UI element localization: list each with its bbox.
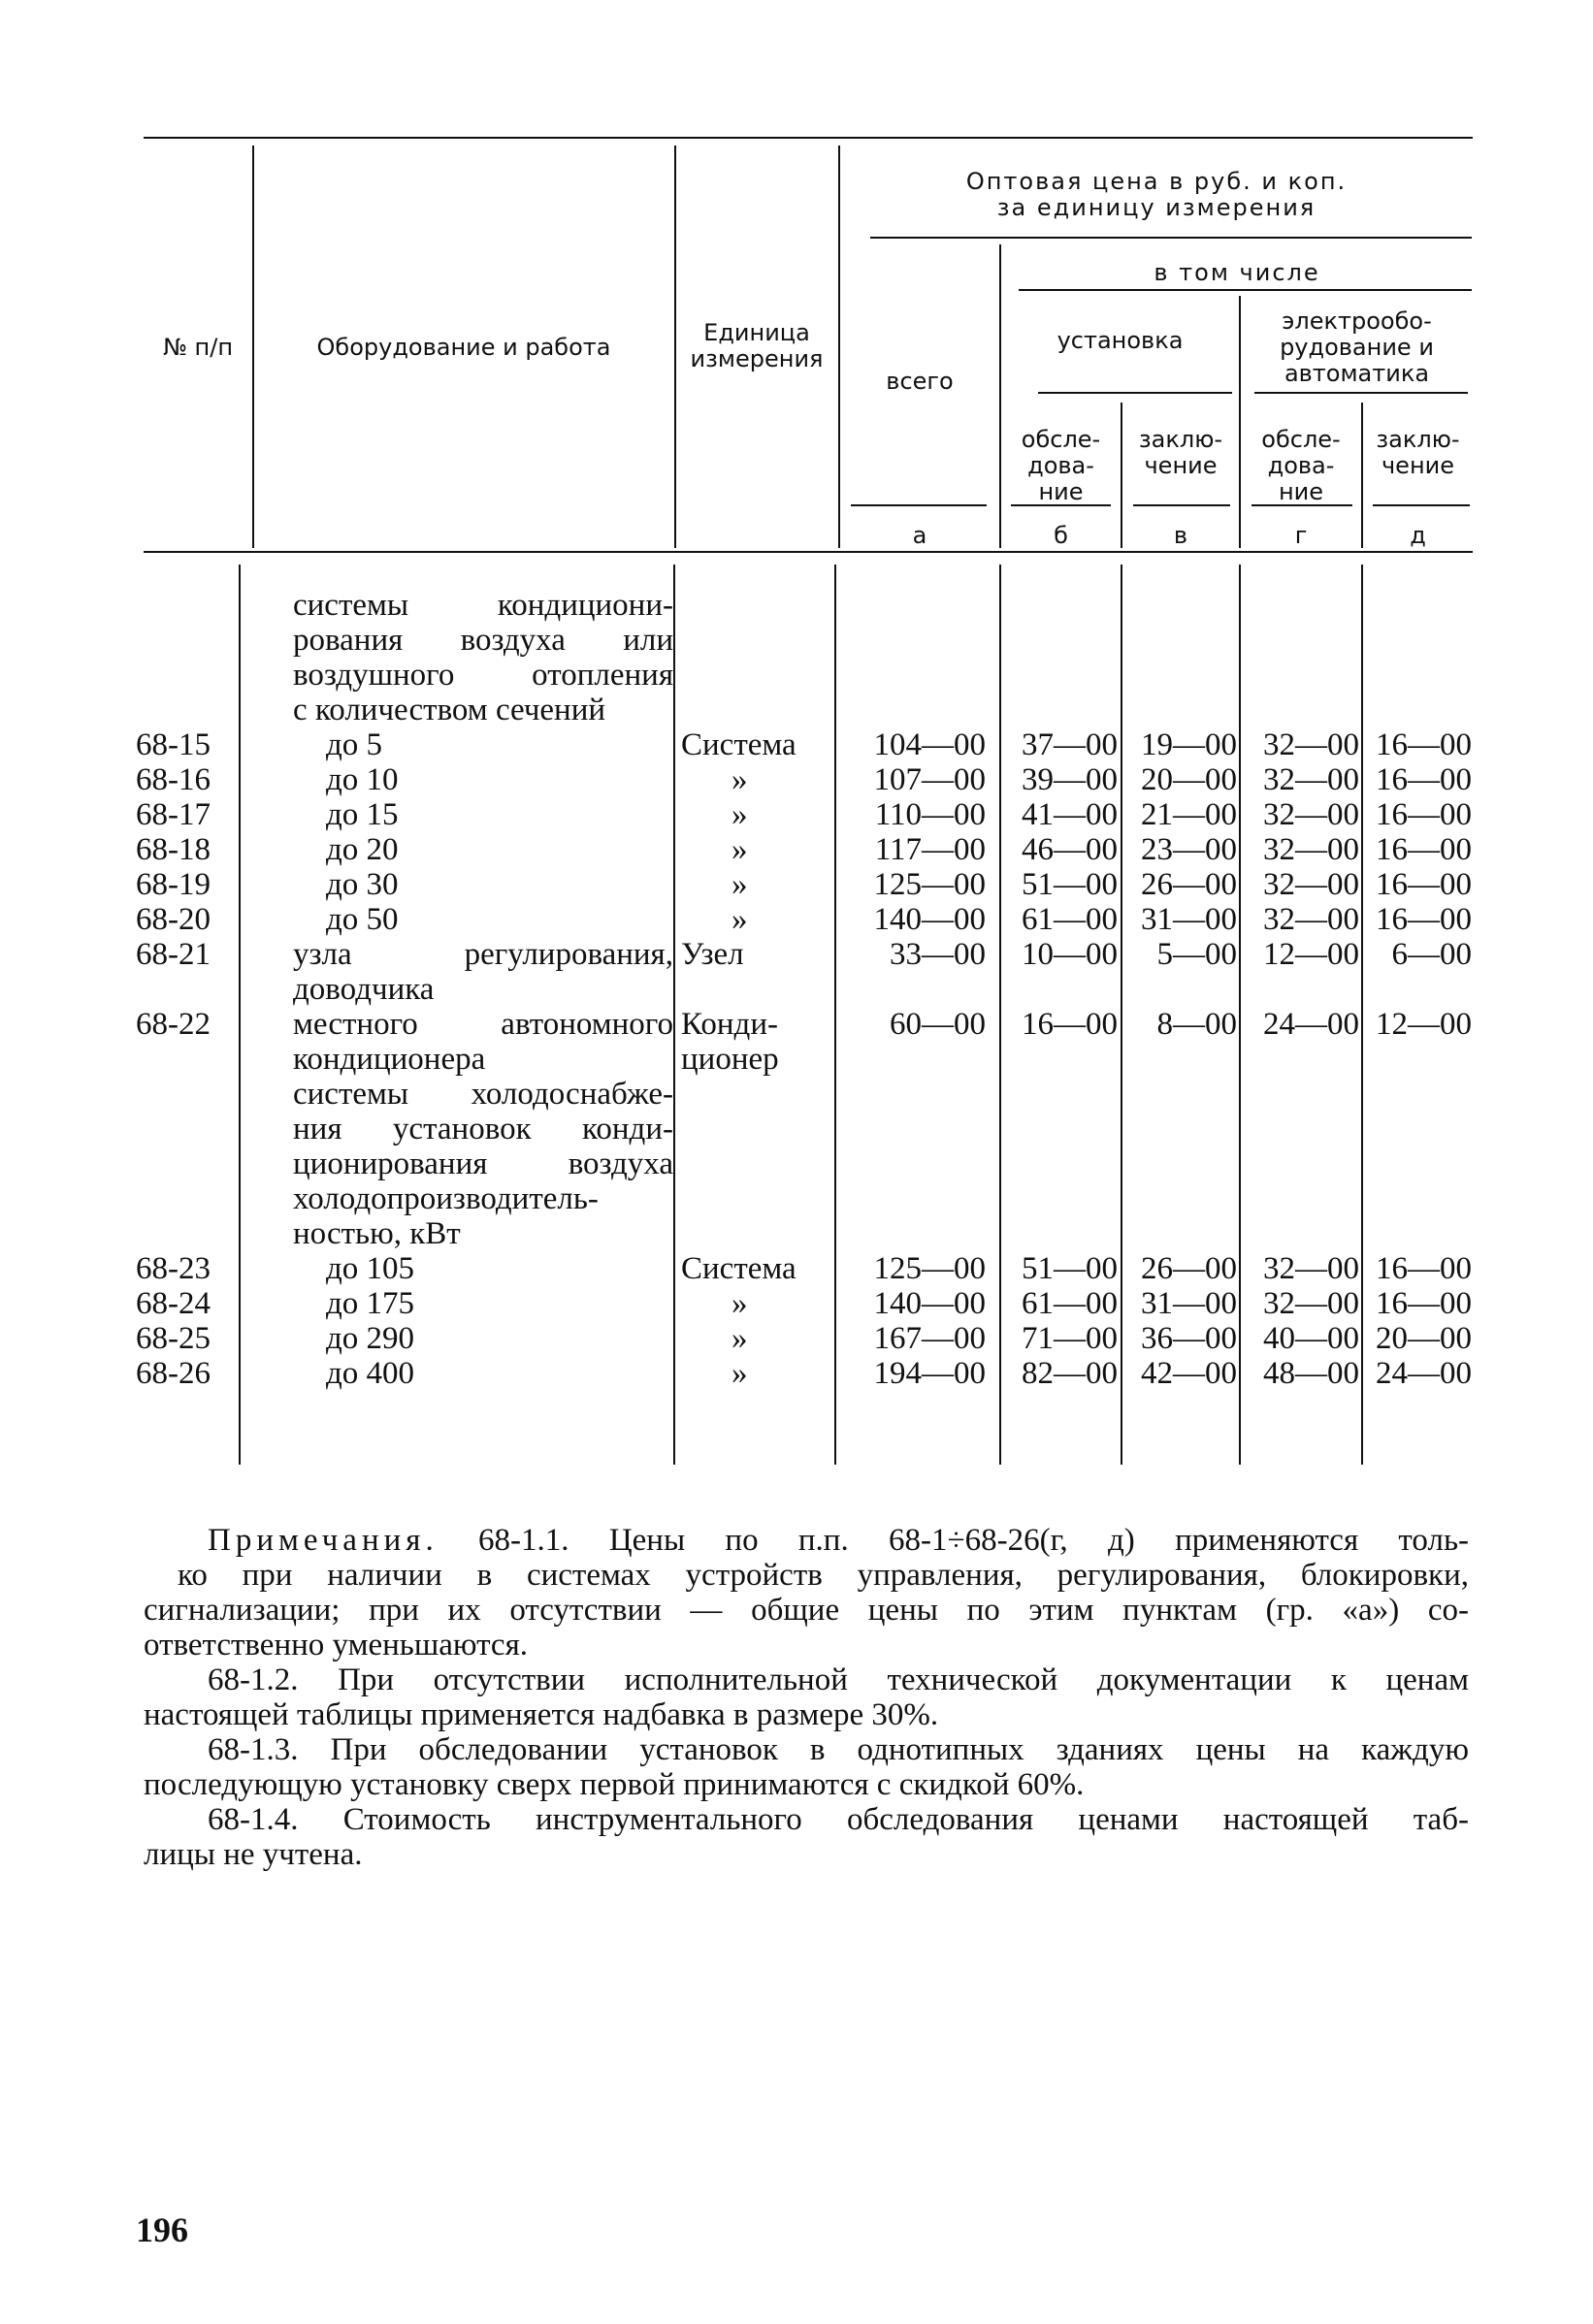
- price-electrical-survey: 24—00: [1263, 1007, 1359, 1042]
- notes: [144, 1523, 1469, 1872]
- row-number: 68-17: [136, 797, 211, 832]
- price-electrical-conclusion: 12—00: [1376, 1007, 1472, 1042]
- row-unit: »: [731, 902, 748, 937]
- header-installation: установка: [1057, 327, 1184, 354]
- row-unit: »: [731, 797, 748, 832]
- price-install-conclusion: 19—00: [1141, 727, 1237, 762]
- row-number: 68-24: [136, 1286, 211, 1321]
- price-install-survey: 16—00: [1022, 1007, 1118, 1042]
- price-install-conclusion: 5—00: [1156, 937, 1237, 972]
- price-install-conclusion: 23—00: [1141, 832, 1237, 867]
- row-number: 68-23: [136, 1251, 211, 1286]
- price-install-survey: 41—00: [1022, 797, 1118, 832]
- row-unit: »: [731, 762, 748, 797]
- letters-rule-v: [1133, 504, 1230, 506]
- electrical-rule: [1254, 392, 1468, 394]
- row-number: 68-21: [136, 937, 211, 972]
- price-total: 33—00: [890, 937, 986, 972]
- price-electrical-survey: 32—00: [1263, 1286, 1359, 1321]
- price-electrical-survey: 32—00: [1263, 727, 1359, 762]
- section-title-air-conditioning: системы кондициони- рования воздуха или воздушного отопления с количеством сечений: [293, 588, 673, 727]
- row-description: до 290: [326, 1321, 415, 1356]
- letter-d: д: [1410, 522, 1426, 549]
- price-electrical-survey: 32—00: [1263, 832, 1359, 867]
- price-install-survey: 61—00: [1022, 1286, 1118, 1321]
- price-electrical-conclusion: 20—00: [1376, 1321, 1472, 1356]
- row-description: до 175: [326, 1286, 415, 1321]
- row-description: до 20: [326, 832, 399, 867]
- price-total: 125—00: [873, 1251, 986, 1286]
- header-survey-g: обсле- дова- ние: [1261, 426, 1341, 505]
- price-electrical-survey: 32—00: [1263, 797, 1359, 832]
- price-electrical-survey: 32—00: [1263, 867, 1359, 902]
- row-description: до 400: [326, 1356, 415, 1391]
- price-total: 104—00: [873, 727, 986, 762]
- price-install-survey: 51—00: [1022, 867, 1118, 902]
- row-description: узла регулирования, доводчика: [293, 937, 673, 1007]
- price-electrical-survey: 32—00: [1263, 762, 1359, 797]
- price-electrical-conclusion: 24—00: [1376, 1356, 1472, 1391]
- row-description: местного автономного кондиционера: [293, 1007, 673, 1077]
- price-install-survey: 61—00: [1022, 902, 1118, 937]
- price-install-conclusion: 36—00: [1141, 1321, 1237, 1356]
- note-4-line-2: лицы не учтена.: [144, 1837, 363, 1872]
- row-number: 68-22: [136, 1007, 211, 1042]
- row-unit: »: [731, 1356, 748, 1391]
- price-install-survey: 39—00: [1022, 762, 1118, 797]
- note-3-line-1: 68-1.3. При обследовании установок в однотипных зданиях цены на каждую: [208, 1732, 1469, 1767]
- price-install-survey: 46—00: [1022, 832, 1118, 867]
- row-unit: »: [731, 832, 748, 867]
- note-1-line-3: сигнализации; при их отсутствии — общие цены по этим пунктам (гр. «а») со-: [144, 1593, 1469, 1628]
- row-description: до 10: [326, 762, 399, 797]
- price-electrical-conclusion: 16—00: [1376, 797, 1472, 832]
- row-number: 68-26: [136, 1356, 211, 1391]
- price-electrical-conclusion: 16—00: [1376, 1251, 1472, 1286]
- price-electrical-conclusion: 16—00: [1376, 867, 1472, 902]
- page-number: 196: [136, 2211, 188, 2249]
- letters-rule-a: [851, 504, 987, 506]
- header-unit: Единица измерения: [690, 319, 824, 372]
- price-electrical-conclusion: 16—00: [1376, 1286, 1472, 1321]
- row-number: 68-20: [136, 902, 211, 937]
- letter-v: в: [1173, 522, 1188, 549]
- row-description: до 15: [326, 797, 399, 832]
- price-electrical-survey: 12—00: [1263, 937, 1359, 972]
- row-number: 68-19: [136, 867, 211, 902]
- price-total: 125—00: [873, 867, 986, 902]
- price-install-survey: 37—00: [1022, 727, 1118, 762]
- price-total: 140—00: [873, 1286, 986, 1321]
- row-number: 68-15: [136, 727, 211, 762]
- installation-rule: [1038, 392, 1232, 394]
- price-total: 194—00: [873, 1356, 986, 1391]
- price-install-survey: 82—00: [1022, 1356, 1118, 1391]
- letter-a: а: [912, 522, 927, 549]
- price-electrical-survey: 32—00: [1263, 1251, 1359, 1286]
- row-unit: »: [731, 1321, 748, 1356]
- header-price-group: Оптовая цена в руб. и коп. за единицу измерения: [965, 168, 1348, 221]
- price-electrical-survey: 40—00: [1263, 1321, 1359, 1356]
- price-electrical-survey: 32—00: [1263, 902, 1359, 937]
- header-conclusion-v: заклю- чение: [1138, 426, 1223, 479]
- row-description: до 50: [326, 902, 399, 937]
- price-total: 117—00: [874, 832, 986, 867]
- price-total: 110—00: [874, 797, 986, 832]
- body-sep-1: [239, 565, 241, 1465]
- price-electrical-conclusion: 6—00: [1391, 937, 1472, 972]
- note-4-line-1: 68-1.4. Стоимость инструментального обследования ценами настоящей таб-: [208, 1802, 1469, 1837]
- price-total: 107—00: [873, 762, 986, 797]
- note-1-line-2: ко при наличии в системах устройств управления, регулирования, блокировки,: [178, 1558, 1469, 1593]
- price-install-conclusion: 31—00: [1141, 1286, 1237, 1321]
- price-install-conclusion: 31—00: [1141, 902, 1237, 937]
- row-unit: Конди- ционер: [681, 1007, 779, 1077]
- header-including: в том числе: [1154, 259, 1320, 286]
- note-2-line-1: 68-1.2. При отсутствии исполнительной технической документации к ценам: [208, 1662, 1469, 1697]
- price-total: 167—00: [873, 1321, 986, 1356]
- letters-rule-d: [1373, 504, 1470, 506]
- row-number: 68-18: [136, 832, 211, 867]
- price-total: 60—00: [890, 1007, 986, 1042]
- price-install-survey: 10—00: [1022, 937, 1118, 972]
- price-install-survey: 51—00: [1022, 1251, 1118, 1286]
- section-title-cooling: системы холодоснабже- ния установок конди- ционирования воздуха холодопроизводитель- ностью, кВт: [293, 1077, 673, 1251]
- price-install-conclusion: 20—00: [1141, 762, 1237, 797]
- header-electrical: электрообо- рудование и автоматика: [1280, 307, 1434, 387]
- price-install-conclusion: 26—00: [1141, 867, 1237, 902]
- price-electrical-survey: 48—00: [1263, 1356, 1359, 1391]
- price-install-survey: 71—00: [1022, 1321, 1118, 1356]
- body-sep-2: [673, 565, 675, 1465]
- price-total: 140—00: [873, 902, 986, 937]
- header-equipment: Оборудование и работа: [316, 334, 611, 361]
- header-survey-b: обсле- дова- ние: [1021, 426, 1101, 505]
- row-unit: »: [731, 867, 748, 902]
- header-num: № п/п: [162, 334, 234, 361]
- row-unit: Система: [681, 727, 796, 762]
- price-group-rule: [870, 237, 1472, 239]
- price-electrical-conclusion: 16—00: [1376, 727, 1472, 762]
- row-description: до 5: [326, 727, 383, 762]
- note-3-line-2: последующую установку сверх первой принимаются с скидкой 60%.: [144, 1767, 1085, 1802]
- price-install-conclusion: 21—00: [1141, 797, 1237, 832]
- table-top-rule: [144, 137, 1473, 139]
- including-rule: [1019, 289, 1472, 291]
- letter-g: г: [1294, 522, 1308, 549]
- price-electrical-conclusion: 16—00: [1376, 832, 1472, 867]
- note-1-line-1: Примечания. 68-1.1. Цены по п.п. 68-1÷68-26(г, д) применяются толь-: [208, 1523, 1469, 1558]
- row-unit: »: [731, 1286, 748, 1321]
- note-1-line-4: ответственно уменьшаются.: [144, 1628, 528, 1662]
- row-unit: Узел: [681, 937, 744, 972]
- row-description: до 105: [326, 1251, 415, 1286]
- price-electrical-conclusion: 16—00: [1376, 762, 1472, 797]
- row-number: 68-25: [136, 1321, 211, 1356]
- header-total: всего: [886, 368, 954, 395]
- price-electrical-conclusion: 16—00: [1376, 902, 1472, 937]
- row-number: 68-16: [136, 762, 211, 797]
- header-bottom-rule: [144, 551, 1473, 553]
- letter-b: б: [1054, 522, 1068, 549]
- body-sep-3: [834, 565, 836, 1465]
- price-install-conclusion: 42—00: [1141, 1356, 1237, 1391]
- row-description: до 30: [326, 867, 399, 902]
- header-conclusion-d: заклю- чение: [1376, 426, 1460, 479]
- price-install-conclusion: 26—00: [1141, 1251, 1237, 1286]
- note-2-line-2: настоящей таблицы применяется надбавка в размере 30%.: [144, 1697, 939, 1732]
- row-unit: Система: [681, 1251, 796, 1286]
- price-install-conclusion: 8—00: [1156, 1007, 1237, 1042]
